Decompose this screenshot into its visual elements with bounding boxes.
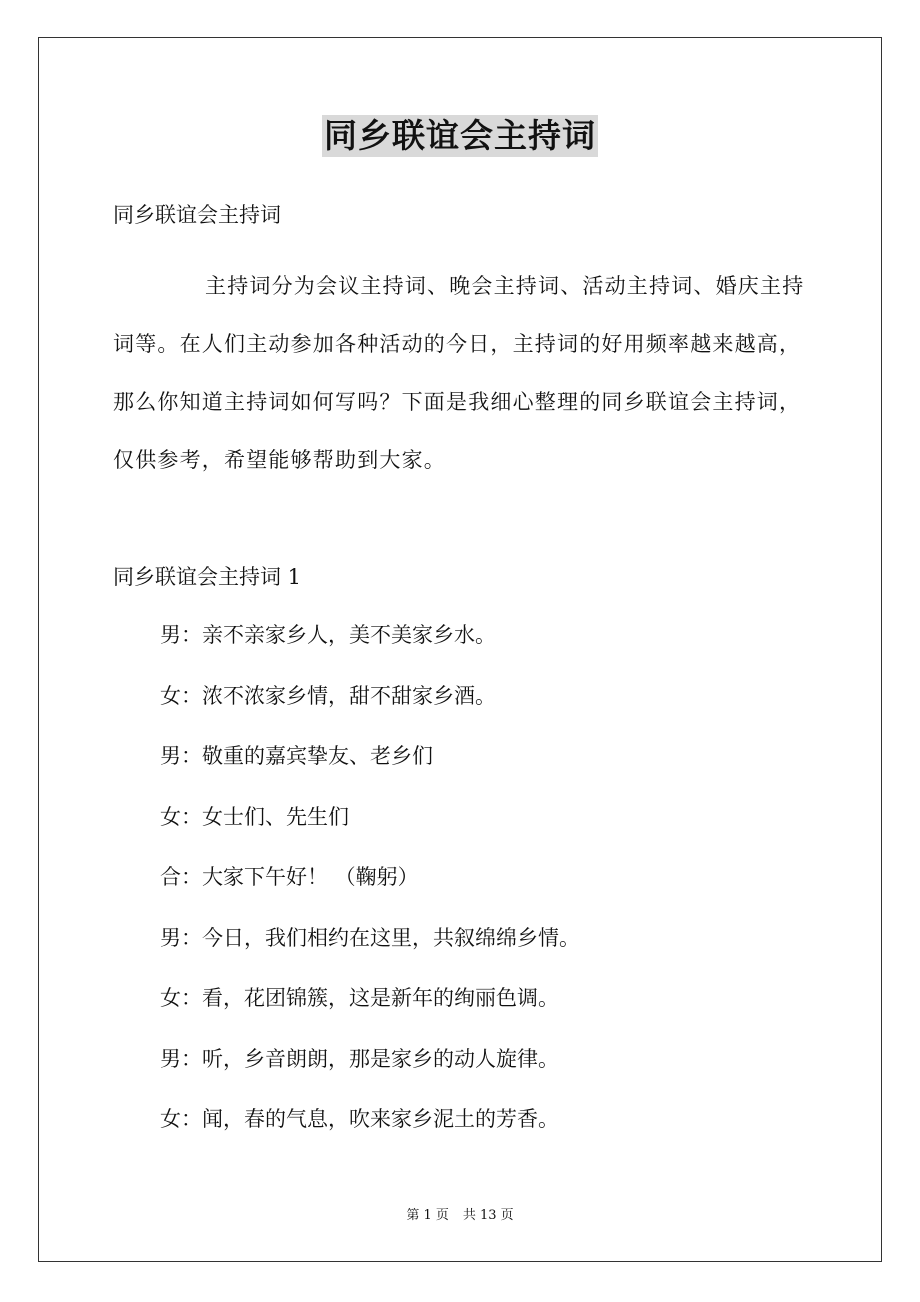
dialogue-line: 男：听，乡音朗朗，那是家乡的动人旋律。	[160, 1046, 559, 1071]
dialogue-line: 女：女士们、先生们	[160, 804, 349, 829]
document-subtitle: 同乡联谊会主持词	[113, 203, 281, 227]
dialogue-line: 男：今日，我们相约在这里，共叙绵绵乡情。	[160, 925, 580, 950]
dialogue-line: 男：敬重的嘉宾挚友、老乡们	[160, 744, 433, 768]
dialogue-line: 女：浓不浓家乡情，甜不甜家乡酒。	[160, 683, 496, 708]
dialogue-line: 男：亲不亲家乡人，美不美家乡水。	[160, 623, 496, 647]
dialogue-list	[160, 620, 580, 1165]
dialogue-line: 女：看，花团锦簇，这是新年的绚丽色调。	[160, 986, 559, 1010]
dialogue-line: 合：大家下午好！ （鞠躬）	[160, 865, 419, 889]
dialogue-line: 女：闻，春的气息，吹来家乡泥土的芳香。	[160, 1107, 559, 1131]
section-heading: 同乡联谊会主持词 1	[113, 565, 302, 589]
document-title: 同乡联谊会主持词	[324, 116, 596, 155]
document-title-block	[0, 115, 920, 157]
page-total: 共 13 页	[462, 1208, 514, 1223]
page-number: 第 1 页	[406, 1208, 449, 1223]
page-footer	[0, 1206, 920, 1226]
intro-paragraph: 主持词分为会议主持词、晚会主持词、活动主持词、婚庆主持词等。在人们主动参加各种活动的今日，主持词的好用频率越来越高，那么你知道主持词如何写吗？下面是我细心整理的同乡联谊会主持词，仅供参考，希望能够帮助到大家。	[113, 274, 805, 472]
